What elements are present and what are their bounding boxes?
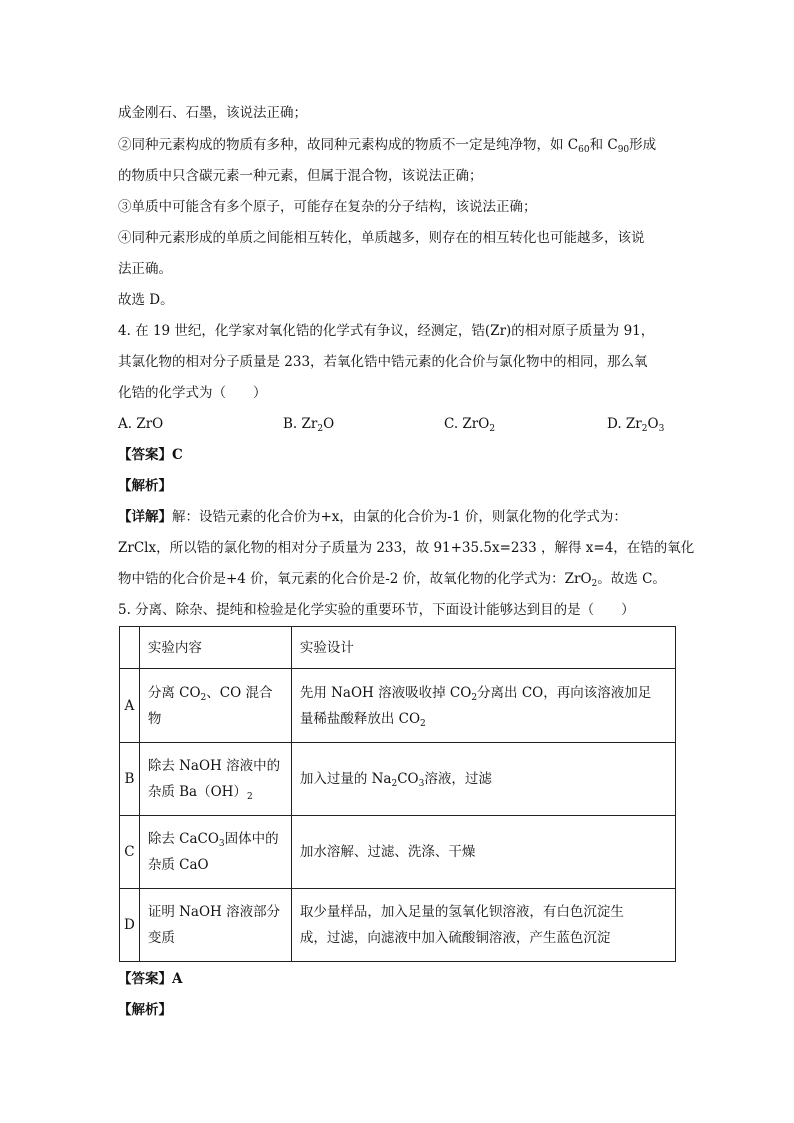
table-cell: 除去 NaOH 溶液中的 杂质 $Ba(OH)_2$ <box>139 743 291 816</box>
question-4-line: 化锆的化学式为（ ） <box>118 385 267 401</box>
option-b: B. $Zr_2O$ <box>283 416 335 434</box>
table-row <box>120 743 676 816</box>
table-cell: 取少量样品，加入足量的氢氧化钡溶液，有白色沉淀生 成，过滤，向滤液中加入硫酸铜溶液，产生蓝色沉淀 <box>291 889 675 962</box>
question-5-line: 5. 分离、除杂、提纯和检验是化学实验的重要环节，下面设计能够达到目的是（ ） <box>118 602 635 618</box>
table-cell: 除去 CaCO$_3$固体中的 杂质 CaO <box>139 816 291 889</box>
answer-4: 【答案】C <box>118 447 183 463</box>
row-label: B <box>120 743 140 816</box>
table-row <box>120 816 676 889</box>
table-cell: 先用 NaOH 溶液吸收掉 $CO_2$分离出 CO，再向该溶液加足 量稀盐酸释放出 $CO_2$ <box>291 669 675 743</box>
detail-line: ZrClx，所以锆的氯化物的相对分子质量为 233，故 91+35.5x=233 ，解得 x=4，在锆的氧化 <box>118 540 695 556</box>
table-cell: 证明 NaOH 溶液部分 变质 <box>139 889 291 962</box>
table-row <box>120 669 676 743</box>
row-label: D <box>120 889 140 962</box>
table-header-row <box>120 627 676 669</box>
table-cell <box>120 627 140 669</box>
experiment-table <box>119 626 676 962</box>
question-4-line: 其氯化物的相对分子质量是 233，若氧化锆中锆元素的化合价与氯化物中的相同，那么氧 <box>118 354 648 370</box>
option-d: D. $Zr_2O_3$ <box>607 416 665 434</box>
text-line: ③单质中可能含有多个原子，可能存在复杂的分子结构，该说法正确； <box>118 199 537 215</box>
row-label: A <box>120 669 140 743</box>
question-4-line: 4. 在 19 世纪，化学家对氧化锆的化学式有争议，经测定，锆(Zr)的相对原子质量为 91， <box>118 323 655 339</box>
text-line: 成金刚石、石墨，该说法正确； <box>118 105 307 121</box>
text-line: ④同种元素形成的单质之间能相互转化，单质越多，则存在的相互转化也可能越多，该说 <box>118 230 645 246</box>
answer-5: 【答案】A <box>118 971 183 987</box>
table-header-content: 实验内容 <box>139 627 291 669</box>
detail-line: 物中锆的化合价是+4 价，氧元素的化合价是-2 价，故氧化物的化学式为：ZrO$_2$。故选 C。 <box>118 571 666 589</box>
table-row <box>120 889 676 962</box>
analysis-4-heading: 【解析】 <box>118 478 172 494</box>
text-line: 法正确。 <box>118 261 172 277</box>
text-line: ②同种元素构成的物质有多种，故同种元素构成的物质不一定是纯净物，如 $C_{60}$和 $C_{90}$形成 <box>118 137 657 155</box>
table-cell: 加入过量的 $Na_2CO_3$溶液，过滤 <box>291 743 675 816</box>
text-line: 的物质中只含碳元素一种元素，但属于混合物，该说法正确； <box>118 168 483 184</box>
table-cell: 分离 $CO_2$、CO 混合物 <box>139 669 291 743</box>
row-label: C <box>120 816 140 889</box>
option-a: A. ZrO <box>118 416 164 432</box>
table-header-design: 实验设计 <box>291 627 675 669</box>
text-line: 故选 D。 <box>118 292 174 308</box>
analysis-5-heading: 【解析】 <box>118 1002 172 1018</box>
option-c: C. ZrO$_2$ <box>444 416 496 434</box>
detail-line: 【详解】解：设锆元素的化合价为+x，由氯的化合价为-1 价，则氯化物的化学式为： <box>118 509 627 525</box>
table-cell: 加水溶解、过滤、洗涤、干燥 <box>291 816 675 889</box>
